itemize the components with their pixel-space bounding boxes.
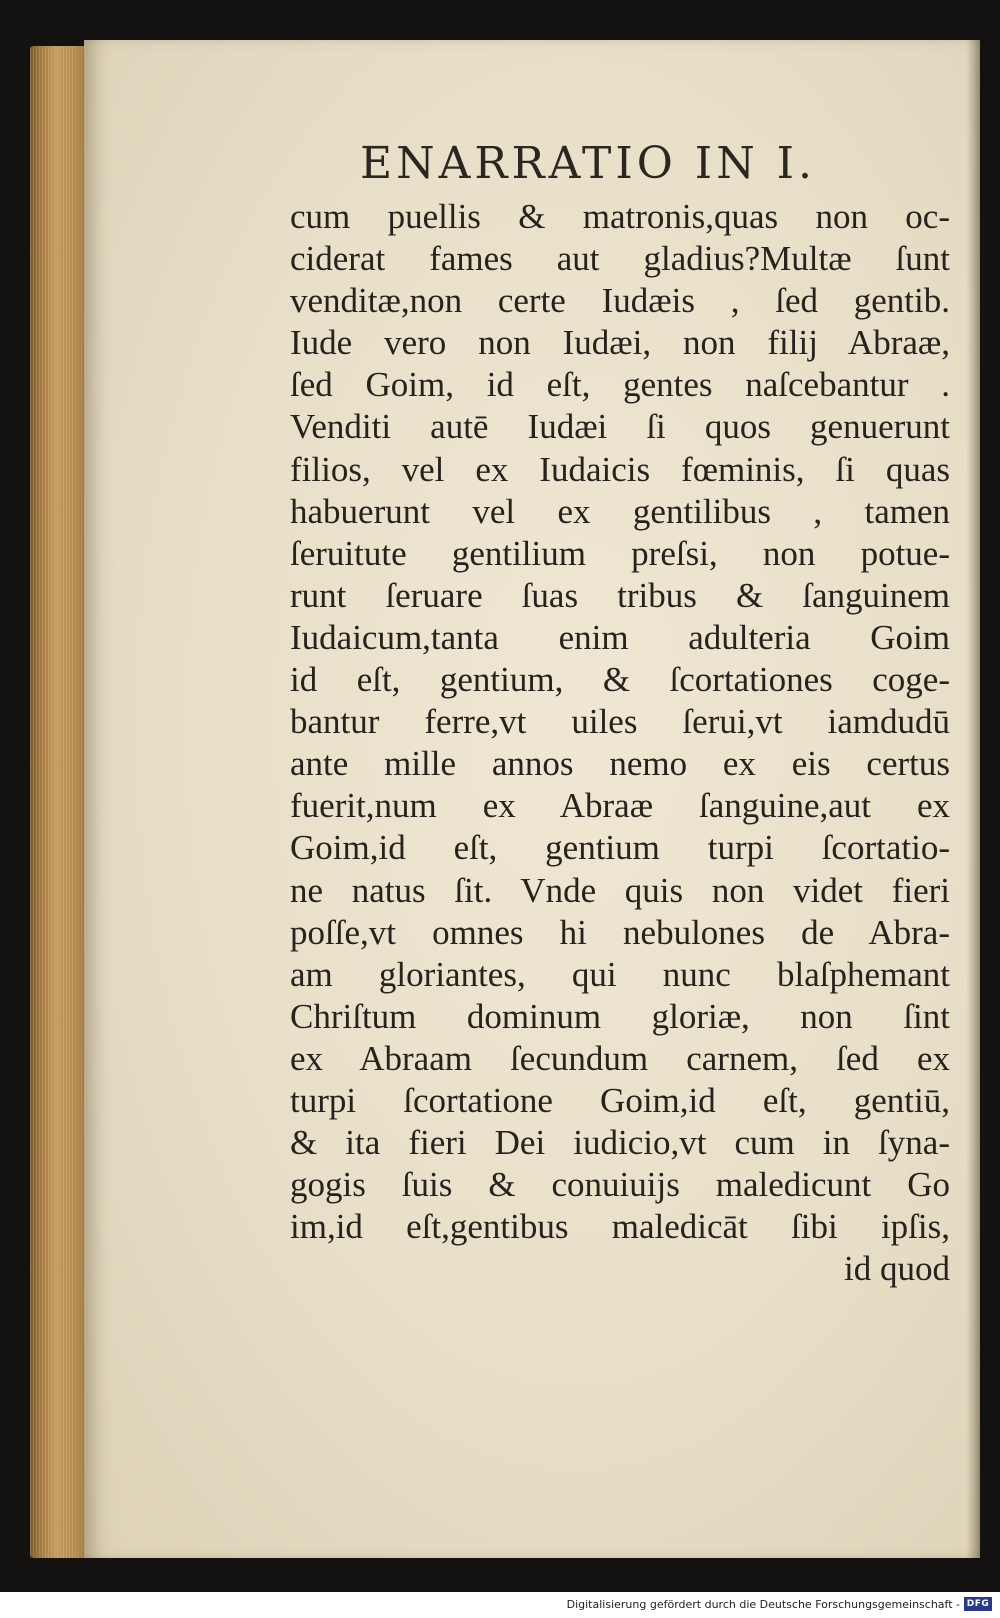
text-line: ne natus ſit. Vnde quis non videt fieri: [290, 870, 950, 910]
funding-credit: Digitalisierung gefördert durch die Deutsche Forschungsgemeinschaft -: [566, 1598, 960, 1611]
text-line: gogis ſuis & conuiuijs maledicunt Go: [290, 1165, 950, 1205]
text-line: fuerit,num ex Abraæ ſanguine,aut ex: [290, 786, 950, 826]
body-text: [290, 196, 950, 1290]
text-line: Iudaicum,tanta enim adulteria Goim: [290, 617, 950, 657]
text-line: id eſt, gentium, & ſcortationes coge-: [290, 660, 950, 700]
text-line: filios, vel ex Iudaicis fœminis, ſi quas: [290, 449, 950, 489]
text-line: im,id eſt,gentibus maledicāt ſibi ipſis,: [290, 1207, 950, 1247]
text-line: venditæ,non certe Iudæis , ſed gentib.: [290, 281, 950, 321]
text-line: ex Abraam ſecundum carnem, ſed ex: [290, 1038, 950, 1078]
running-head: ENARRATIO IN I.: [360, 138, 817, 189]
text-line: ante mille annos nemo ex eis certus: [290, 744, 950, 784]
text-line: ciderat fames aut gladius?Multæ ſunt: [290, 239, 950, 279]
dfg-logo-icon: DFG: [964, 1597, 992, 1611]
text-line: poſſe,vt omnes hi nebulones de Abra-: [290, 912, 950, 952]
text-line: cum puellis & matronis,quas non oc-: [290, 197, 950, 236]
binding-gutter-shadow: [966, 40, 980, 1558]
text-line: Iude vero non Iudæi, non filij Abraæ,: [290, 323, 950, 363]
text-line: Goim,id eſt, gentium turpi ſcortatio-: [290, 828, 950, 868]
text-line: habuerunt vel ex gentilibus , tamen: [290, 491, 950, 531]
text-line: runt ſeruare ſuas tribus & ſanguinem: [290, 575, 950, 615]
text-line: Venditi autē Iudæi ſi quos genuerunt: [290, 407, 950, 447]
text-line: ſeruitute gentilium preſsi, non potue-: [290, 533, 950, 573]
text-line: turpi ſcortatione Goim,id eſt, gentiū,: [290, 1080, 950, 1120]
text-line: bantur ferre,vt uiles ſerui,vt iamdudū: [290, 702, 950, 742]
text-line: ſed Goim, id eſt, gentes naſcebantur .: [290, 365, 950, 405]
text-line: & ita fieri Dei iudicio,vt cum in ſyna-: [290, 1123, 950, 1163]
text-line: am gloriantes, qui nunc blaſphemant: [290, 954, 950, 994]
catchword: id quod: [844, 1249, 950, 1289]
text-line: Chriſtum dominum gloriæ, non ſint: [290, 996, 950, 1036]
